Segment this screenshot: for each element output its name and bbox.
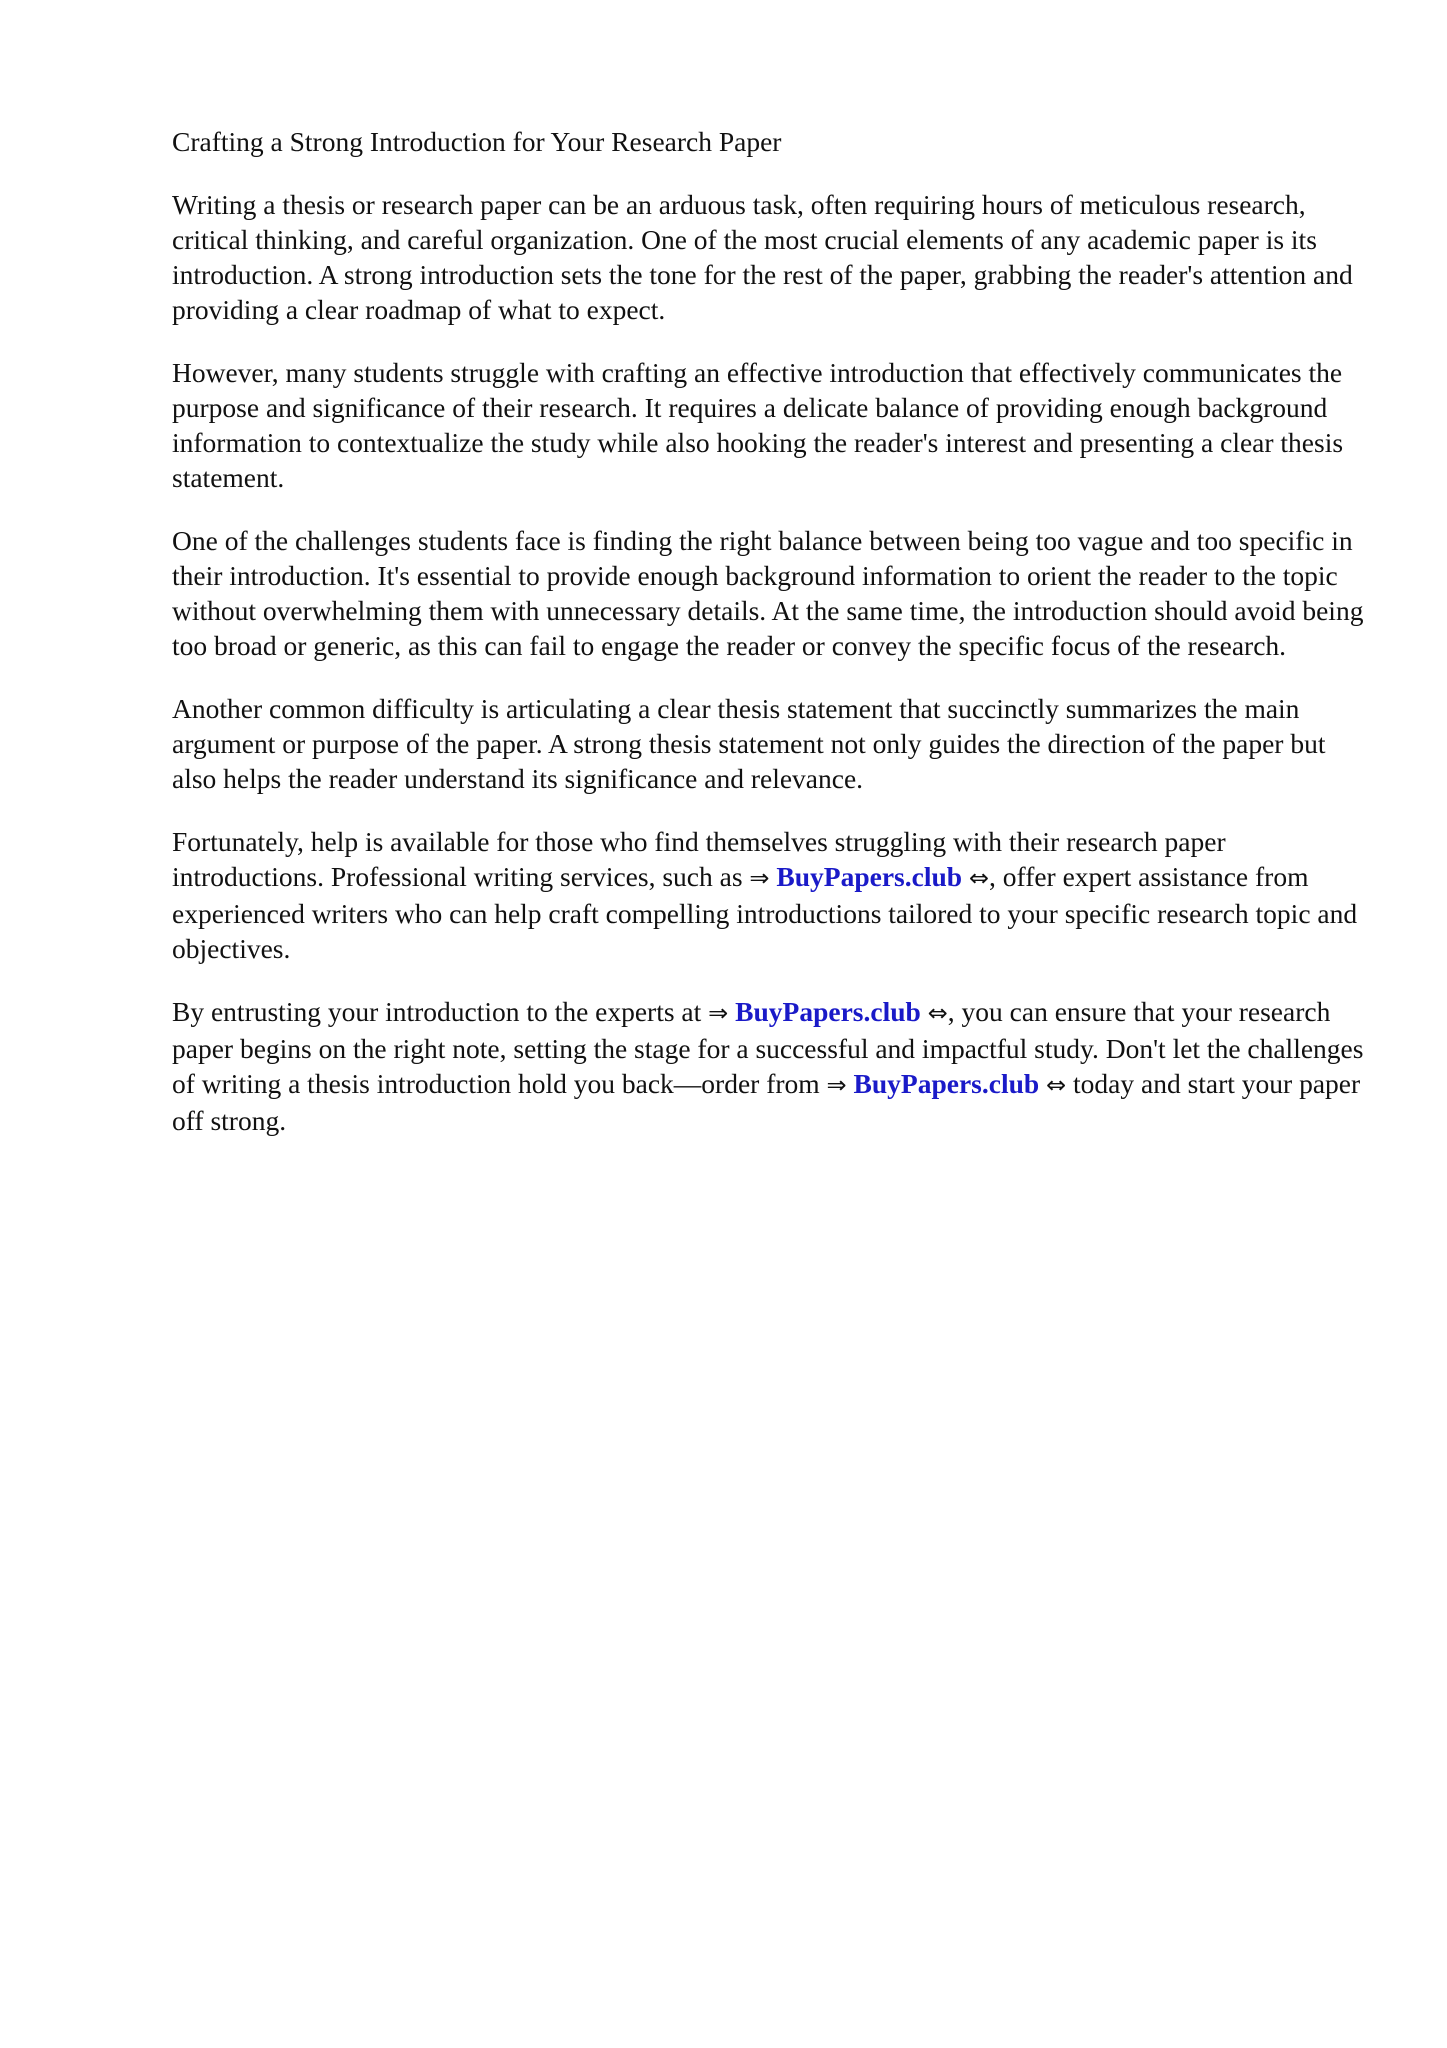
paragraph-3: One of the challenges students face is finding the right balance between being too vague and too specific in their introduction. It's essential to provide enough background information to orient the reader to the topic without overwhelming them with unnecessary details. At the same time, the introduction should avoid being too broad or generic, as this can fail to engage the reader or convey the specific focus of the research. — [172, 525, 1364, 661]
paragraph-1: Writing a thesis or research paper can be an arduous task, often requiring hours of meticulous research, critical thinking, and careful organization. One of the most crucial elements of any academic paper is its introduction. A strong introduction sets the tone for the rest of the paper, grabbing the reader's attention and providing a clear roadmap of what to expect. — [172, 189, 1353, 325]
paragraph-5-text-before: Fortunately, help is available for those who find themselves struggling with their research paper introductions. Professional writing services, such as — [172, 826, 1226, 892]
buypapers-link[interactable]: BuyPapers.club — [853, 1068, 1040, 1099]
paragraph-5 — [172, 824, 1372, 966]
paragraph-4: Another common difficulty is articulating a clear thesis statement that succinctly summarizes the main argument or purpose of the paper. A strong thesis statement not only guides the direction of the paper but also helps the reader understand its significance and relevance. — [172, 693, 1326, 794]
paragraph-6-text-part1: By entrusting your introduction to the experts at — [172, 996, 709, 1027]
paragraph-2: However, many students struggle with crafting an effective introduction that effectively communicates the purpose and significance of their research. It requires a delicate balance of providing enough background information to contextualize the study while also hooking the reader's interest and presenting a clear thesis statement. — [172, 357, 1344, 493]
paragraph-6-text-part3: today and start your paper off strong. — [172, 1068, 1361, 1136]
paragraph-5-text-after: , offer expert assistance from experienced writers who can help craft compelling introductions tailored to your specific research topic and objectives. — [172, 861, 1358, 964]
buypapers-link[interactable]: BuyPapers.club — [776, 861, 963, 892]
right-double-arrow-icon: ⇒ — [826, 1071, 847, 1099]
document-title: Crafting a Strong Introduction for Your Research Paper — [172, 126, 782, 157]
buypapers-link[interactable]: BuyPapers.club — [735, 996, 921, 1027]
document-body — [172, 124, 1372, 1166]
left-right-double-arrow-icon: ⇔ — [927, 999, 948, 1027]
left-right-double-arrow-icon: ⇔ — [968, 864, 990, 892]
paragraph-6-text-part2: , you can ensure that your research paper begins on the right note, setting the stage for a successful and impactful study. Don't let the challenges of writing a thesis introduction hold you back—order from — [172, 996, 1364, 1099]
right-double-arrow-icon: ⇒ — [749, 864, 770, 892]
right-double-arrow-icon: ⇒ — [708, 999, 729, 1027]
paragraph-6 — [172, 994, 1372, 1138]
left-right-double-arrow-icon: ⇔ — [1046, 1071, 1067, 1099]
